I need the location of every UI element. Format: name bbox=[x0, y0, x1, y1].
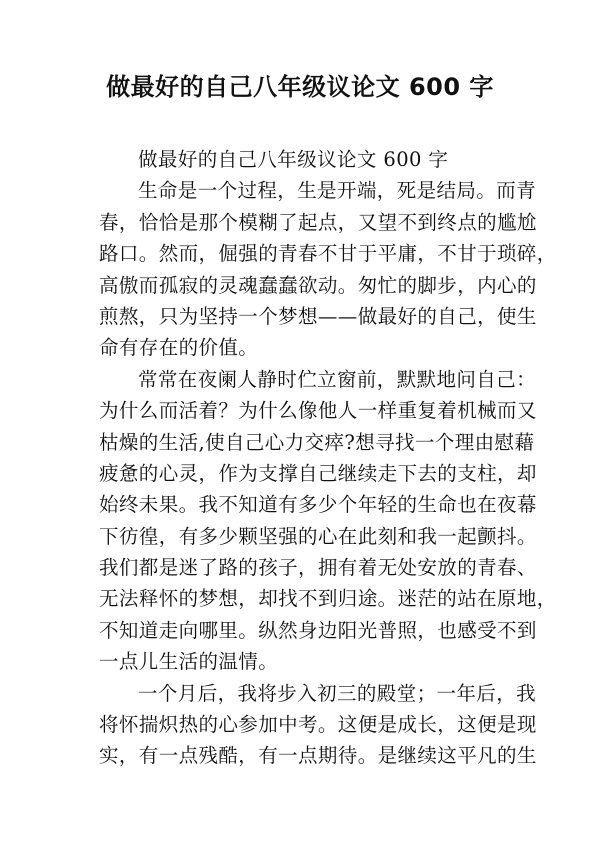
paragraph-2-line-5: 始终未果。我不知道有多少个年轻的生命也在夜幕 bbox=[99, 493, 537, 517]
paragraph-1-line-3: 路口。然而，倔强的青春不甘于平庸，不甘于琐碎， bbox=[99, 242, 557, 266]
paragraph-1-line-1: 生命是一个过程，生是开端，死是结局。而青 bbox=[138, 179, 537, 203]
document-body bbox=[99, 144, 557, 772]
paragraph-2-line-10: 一点儿生活的温情。 bbox=[99, 650, 279, 674]
paragraph-2-line-9: 不知道走向哪里。纵然身边阳光普照，也感受不到 bbox=[99, 618, 537, 642]
paragraph-1-line-4: 高傲而孤寂的灵魂蠢蠢欲动。匆忙的脚步，内心的 bbox=[99, 273, 537, 297]
paragraph-2-line-2: 为什么而活着？为什么像他人一样重复着机械而又 bbox=[99, 399, 537, 423]
paragraph-3-line-2: 将怀揣炽热的心参加中考。这便是成长，这便是现 bbox=[99, 713, 537, 737]
paragraph-1-line-2: 春，恰恰是那个模糊了起点，又望不到终点的尴尬 bbox=[99, 210, 537, 234]
paragraph-2-line-8: 无法释怀的梦想，却找不到归途。迷茫的站在原地， bbox=[99, 587, 557, 611]
body-subtitle-line: 做最好的自己八年级议论文 600 字 bbox=[138, 148, 449, 171]
paragraph-3-line-3: 实，有一点残酷，有一点期待。是继续这平凡的生 bbox=[99, 744, 537, 768]
paragraph-2-line-3: 枯燥的生活,使自己心力交瘁?想寻找一个理由慰藉 bbox=[99, 430, 535, 454]
paragraph-1-line-6: 命有存在的价值。 bbox=[99, 336, 259, 360]
paragraph-3-line-1: 一个月后，我将步入初三的殿堂；一年后，我 bbox=[138, 681, 537, 705]
paragraph-2-line-1: 常常在夜阑人静时伫立窗前，默默地问自己： bbox=[138, 367, 537, 391]
paragraph-2-line-4: 疲惫的心灵，作为支撑自己继续走下去的支柱，却 bbox=[99, 461, 537, 485]
document-title: 做最好的自己八年级议论文 600 字 bbox=[106, 73, 494, 101]
paragraph-1-line-5: 煎熬，只为坚持一个梦想——做最好的自己，使生 bbox=[99, 304, 537, 328]
paragraph-2-line-7: 我们都是迷了路的孩子，拥有着无处安放的青春、 bbox=[99, 556, 537, 580]
paragraph-2-line-6: 下彷徨，有多少颗坚强的心在此刻和我一起颤抖。 bbox=[99, 524, 537, 548]
